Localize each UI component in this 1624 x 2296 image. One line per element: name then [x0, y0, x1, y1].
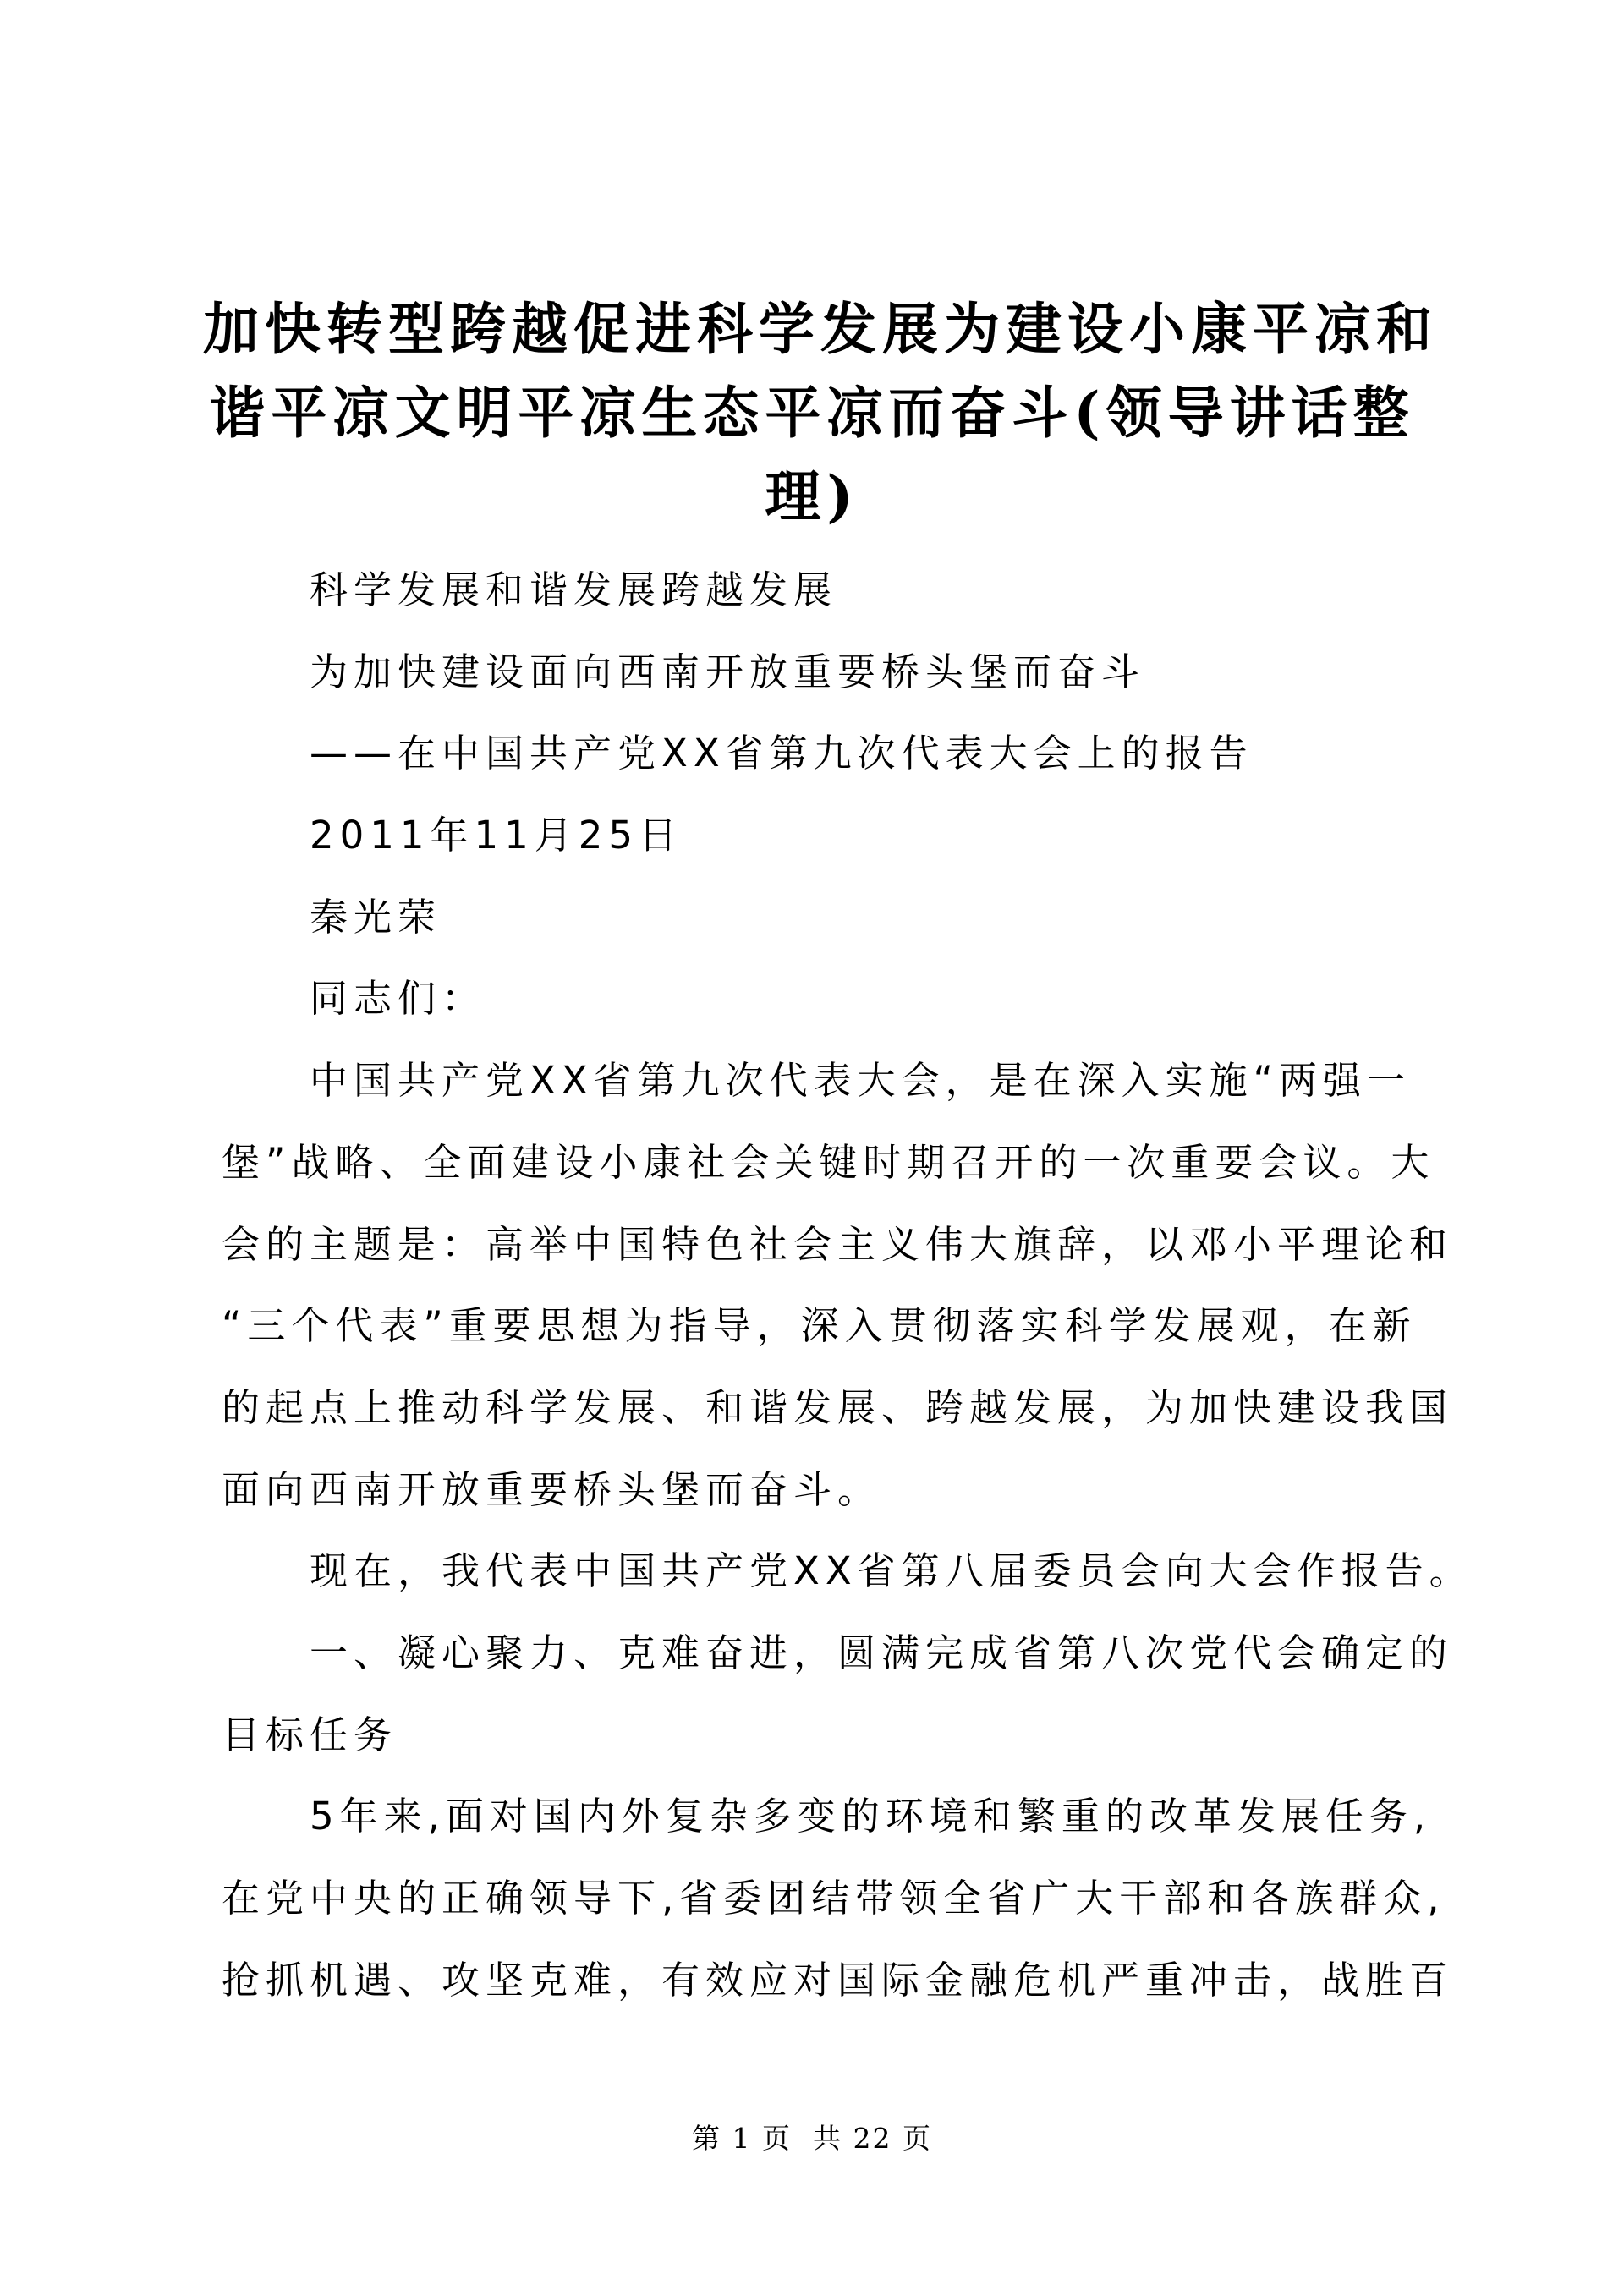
author-name: 秦光荣 — [310, 894, 442, 940]
subtitle-line-2: 为加快建设面向西南开放重要桥头堡而奋斗 — [310, 649, 1146, 694]
paragraph-1-line-3: 会的主题是：高举中国特色社会主义伟大旗辞，以邓小平理论和 — [222, 1221, 1454, 1267]
subtitle-line-3: ——在中国共产党XX省第九次代表大会上的报告 — [310, 731, 1254, 776]
paragraph-3-line-3: 抢抓机遇、攻坚克难，有效应对国际金融危机严重冲击，战胜百 — [222, 1957, 1454, 2003]
salutation: 同志们： — [310, 976, 486, 1022]
paragraph-1-line-1: 中国共产党XX省第九次代表大会，是在深入实施“两强一 — [310, 1058, 1411, 1104]
title-line-2: 谐平凉文明平凉生态平凉而奋斗(领导讲话整 — [209, 380, 1415, 446]
report-date: 2011年11月25日 — [310, 813, 683, 858]
paragraph-1-line-2: 堡”战略、全面建设小康社会关键时期召开的一次重要会议。大 — [222, 1139, 1435, 1185]
paragraph-3-line-1: 5年来,面对国内外复杂多变的环境和繁重的改革发展任务, — [310, 1794, 1432, 1839]
title-line-1: 加快转型跨越促进科学发展为建设小康平凉和 — [203, 296, 1438, 362]
paragraph-3-line-2: 在党中央的正确领导下,省委团结带领全省广大干部和各族群众, — [222, 1876, 1446, 1921]
paragraph-1-line-4: “三个代表”重要思想为指导，深入贯彻落实科学发展观，在新 — [222, 1303, 1417, 1349]
section-heading-1-line-2: 目标任务 — [222, 1712, 398, 1757]
paragraph-1-line-6: 面向西南开放重要桥头堡而奋斗。 — [222, 1466, 882, 1512]
title-line-3: 理) — [765, 463, 859, 529]
subtitle-line-1: 科学发展和谐发展跨越发展 — [310, 567, 838, 612]
page-footer — [0, 2118, 1624, 2159]
document-body — [222, 550, 1473, 2021]
section-heading-1-line-1: 一、凝心聚力、克难奋进，圆满完成省第八次党代会确定的 — [310, 1630, 1454, 1675]
paragraph-1-line-5: 的起点上推动科学发展、和谐发展、跨越发展，为加快建设我国 — [222, 1384, 1454, 1430]
paragraph-2: 现在，我代表中国共产党XX省第八届委员会向大会作报告。 — [310, 1548, 1473, 1594]
page-number-label: 第 1 页 共 22 页 — [692, 2122, 932, 2155]
document-title — [203, 288, 1438, 539]
